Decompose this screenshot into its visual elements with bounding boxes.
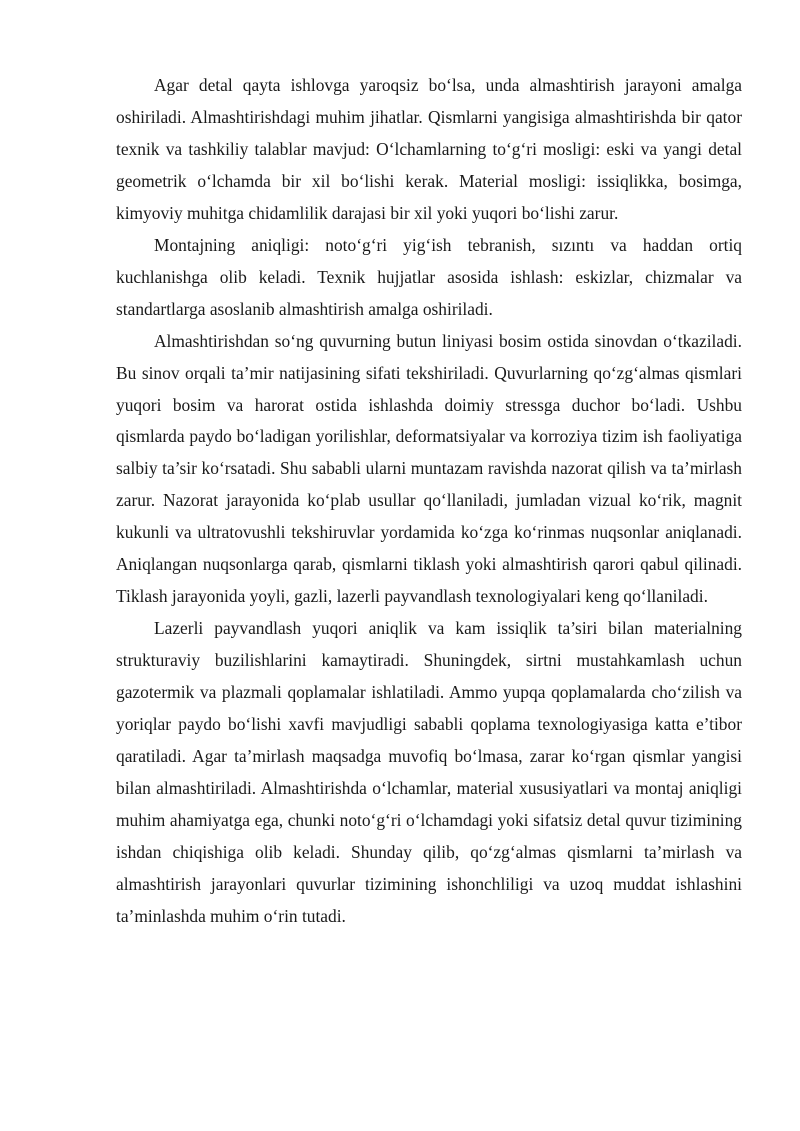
paragraph-1: Agar detal qayta ishlovga yaroqsiz bo‘lsa, unda almashtirish jarayoni amalga oshiriladi. Almashtirishdagi muhim jihatlar. Qismlarni yangisiga almashtirishda bir qator texnik va tashkiliy talablar mavjud: O‘lchamlarning to‘g‘ri mosligi: eski va yangi detal geometrik o‘lchamda bir xil bo‘lishi kerak. Material mosligi: issiqlikka, bosimga, kimyoviy muhitga chidamlilik darajasi bir xil yoki yuqori bo‘lishi zarur. <box>116 75 742 223</box>
paragraph-4: Lazerli payvandlash yuqori aniqlik va kam issiqlik ta’siri bilan materialning strukturaviy buzilishlarini kamaytiradi. Shuningdek, sirtni mustahkamlash uchun gazotermik va plazmali qoplamalar ishlatiladi. Ammo yupqa qoplamalarda cho‘zilish va yoriqlar paydo bo‘lishi xavfi mavjudligi sababli qoplama texnologiyasiga katta e’tibor qaratiladi. Agar ta’mirlash maqsadga muvofiq bo‘lmasa, zarar ko‘rgan qismlar yangisi bilan almashtiriladi. Almashtirishda o‘lchamlar, material xususiyatlari va montaj aniqligi muhim ahamiyatga ega, chunki noto‘g‘ri o‘lchamdagi yoki sifatsiz detal quvur tizimining ishdan chiqishiga olib keladi. Shunday qilib, qo‘zg‘almas qismlarni ta’mirlash va almashtirish jarayonlari quvurlar tizimining ishonchliligi va uzoq muddat ishlashini ta’minlashda muhim o‘rin tutadi. <box>116 618 742 926</box>
paragraph-2: Montajning aniqligi: noto‘g‘ri yig‘ish tebranish, sızıntı va haddan ortiq kuchlanishga olib keladi. Texnik hujjatlar asosida ishlash: eskizlar, chizmalar va standartlarga asoslanib almashtirish amalga oshiriladi. <box>116 234 742 319</box>
paragraph-3: Almashtirishdan so‘ng quvurning butun liniyasi bosim ostida sinovdan o‘tkaziladi. Bu sinov orqali ta’mir natijasining sifati tekshiriladi. Quvurlarning qo‘zg‘almas qismlari yuqori bosim va harorat ostida ishlashda doimiy stressga duchor bo‘ladi. Ushbu qismlarda paydo bo‘ladigan yorilishlar, deformatsiyalar va korroziya tizim ish faoliyatiga salbiy ta’sir ko‘rsatadi. Shu sababli ularni muntazam ravishda nazorat qilish va ta’mirlash zarur. Nazorat jarayonida ko‘plab usullar qo‘llaniladi, jumladan vizual ko‘rik, magnit kukunli va ultratovushli tekshiruvlar yordamida ko‘zga ko‘rinmas nuqsonlar aniqlanadi. Aniqlangan nuqsonlarga qarab, qismlarni tiklash yoki almashtirish qarori qabul qilinadi. Tiklash jarayonida yoyli, gazli, lazerli payvandlash texnologiyalari keng qo‘llaniladi. <box>116 330 742 607</box>
document-body <box>116 70 742 933</box>
